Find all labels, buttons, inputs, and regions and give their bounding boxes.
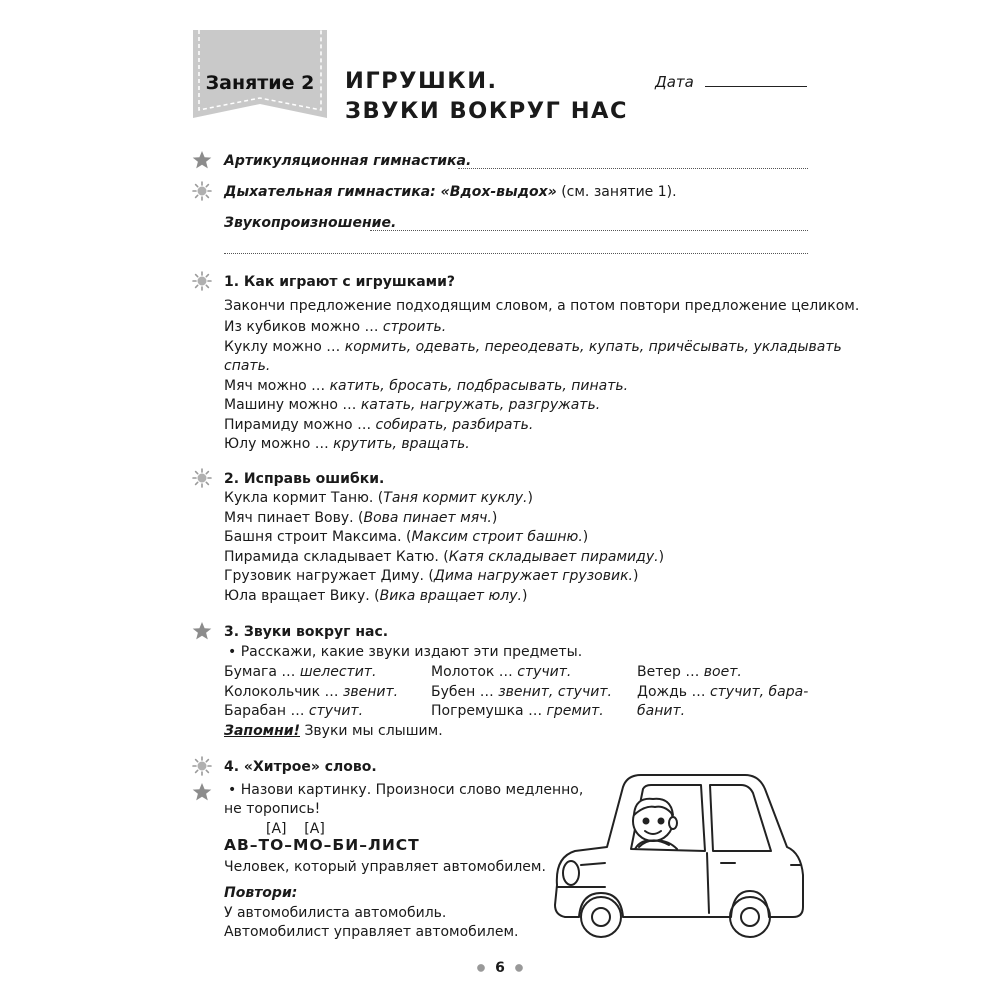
date-label: Дата (655, 73, 694, 91)
list-item: Бумага … шелестит. (224, 664, 377, 680)
lesson-label: Занятие 2 (205, 72, 315, 94)
task2-list (224, 489, 664, 606)
list-item: Грузовик нагружает Диму. (Дима нагружает грузовик.) (224, 568, 639, 584)
list-item: Мяч пинает Вову. (Вова пинает мяч.) (224, 509, 498, 526)
task3-instruction: • Расскажи, какие звуки издают эти предметы. (228, 644, 583, 660)
list-item: Пирамида складывает Катю. (Катя складывает пирамиду.) (224, 548, 665, 565)
list-item: Ветер … воет. (637, 664, 742, 680)
repeat-label: Повтори: (224, 885, 298, 901)
sun-icon (192, 271, 212, 291)
remember-text: Звуки мы слышим. (300, 723, 443, 739)
task3-col3 (637, 663, 808, 722)
list-item: спать. (224, 358, 271, 374)
stress-marks: [А] [А] (266, 821, 325, 837)
list-item: Юла вращает Вику. (Вика вращает юлу.) (224, 587, 528, 604)
task4-heading: 4. «Хитрое» слово. (224, 759, 377, 775)
list-item: Пирамиду можно … собирать, разбирать. (224, 416, 534, 433)
task2-heading: 2. Исправь ошибки. (224, 471, 385, 487)
task1-list (224, 318, 842, 455)
title-line-1: ИГРУШКИ. (345, 68, 498, 94)
task4-instruction-1: • Назови картинку. Произноси слово медленно, (228, 782, 584, 798)
artic-fill-line[interactable] (458, 168, 808, 169)
breath-row (224, 183, 677, 203)
star-icon (192, 150, 212, 170)
list-item: Башня строит Максима. (Максим строит башню.) (224, 529, 589, 545)
list-item: Машину можно … катать, нагружать, разгружать. (224, 397, 601, 413)
list-item: Мяч можно … катить, бросать, подбрасывать, пинать. (224, 377, 629, 394)
task1-heading: 1. Как играют с игрушками? (224, 274, 456, 290)
sun-icon (192, 468, 212, 488)
list-item: Бубен … звенит, стучит. (431, 683, 612, 700)
syllables: АВ–ТО–МО–БИ–ЛИСТ (224, 836, 420, 854)
page-number: ● 6 ● (476, 960, 524, 976)
list-item: Колокольчик … звенит. (224, 683, 399, 700)
sound-fill-line-2[interactable] (224, 253, 808, 254)
star-icon (192, 782, 212, 802)
remember-label: Запомни! (224, 723, 300, 739)
date-field[interactable] (705, 86, 807, 87)
car-illustration (545, 765, 810, 945)
page-title (345, 66, 628, 126)
task3-col1 (224, 663, 398, 722)
list-item: Кукла кормит Таню. (Таня кормит куклу.) (224, 490, 533, 506)
remember-row (224, 722, 443, 742)
list-item: Барабан … стучит. (224, 703, 364, 719)
list-item: банит. (637, 703, 686, 719)
repeat-line-2: Автомобилист управляет автомобилем. (224, 924, 519, 940)
title-line-2: ЗВУКИ ВОКРУГ НАС (345, 98, 628, 124)
task4-instruction-2: не торопись! (224, 801, 321, 817)
definition: Человек, который управляет автомобилем. (224, 859, 546, 875)
sound-fill-line-1[interactable] (370, 230, 808, 231)
sun-icon (192, 181, 212, 201)
breath-ref: (см. занятие 1). (556, 184, 677, 200)
sun-icon (192, 756, 212, 776)
artic-label: Артикуляционная гимнастика. (224, 153, 472, 169)
list-item: Дождь … стучит, бара- (637, 683, 809, 700)
task1-instruction: Закончи предложение подходящим словом, а потом повтори предложение целиком. (224, 298, 860, 314)
list-item: Молоток … стучит. (431, 664, 572, 680)
task3-col2 (431, 663, 612, 722)
repeat-line-1: У автомобилиста автомобиль. (224, 905, 447, 921)
list-item: Куклу можно … кормить, одевать, переодевать, купать, причёсывать, укладывать (224, 338, 842, 355)
task3-heading: 3. Звуки вокруг нас. (224, 624, 389, 640)
list-item: Юлу можно … крутить, вращать. (224, 436, 470, 452)
list-item: Из кубиков можно … строить. (224, 319, 447, 335)
breath-label: Дыхательная гимнастика: «Вдох-выдох» (224, 184, 557, 200)
list-item: Погремушка … гремит. (431, 703, 604, 719)
sound-label: Звукопроизношение. (224, 215, 397, 231)
star-icon (192, 621, 212, 641)
